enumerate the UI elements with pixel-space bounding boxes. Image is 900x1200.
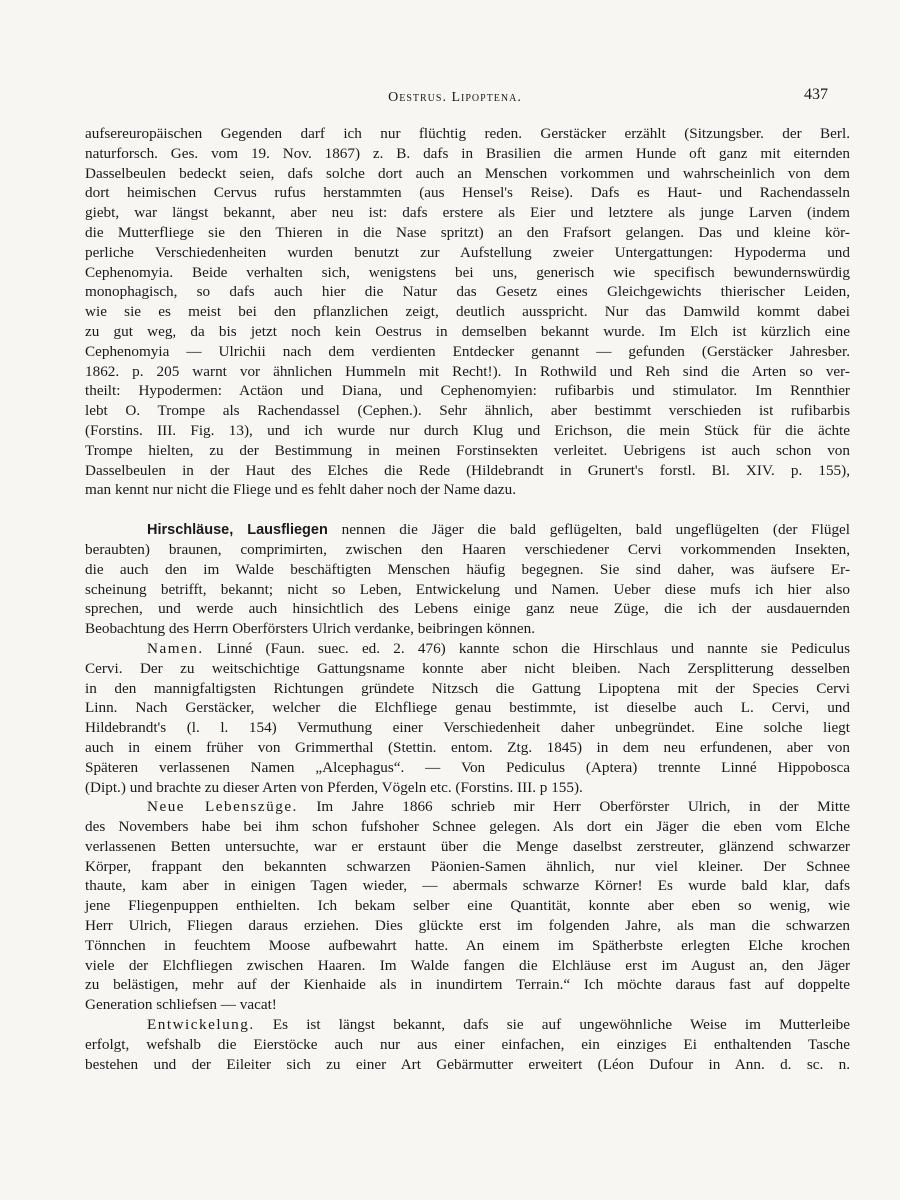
text-line [85, 797, 850, 817]
text-line [85, 342, 850, 362]
line-text: erfolgt, wefshalb die Eierstöcke auch nur aus einer einfachen, ein einziges Ei enthaltenden Tasche [85, 1035, 850, 1053]
line-text: scheinung betrifft, bekannt; nicht so Leben, Entwickelung und Namen. Ueber diese mufs ich hier also [85, 580, 850, 598]
text-line [85, 480, 850, 500]
line-text: nennen die Jäger die bald geflügelten, bald ungeflügelten (der Flügel [341, 521, 850, 539]
text-line [85, 916, 850, 936]
line-text: in den mannigfaltigsten Richtungen gründete Nitzsch die Gattung Lipoptena mit der Species Cervi [85, 679, 850, 697]
text-line [85, 659, 850, 679]
text-line [85, 698, 850, 718]
text-line [85, 837, 850, 857]
line-text: naturforsch. Ges. vom 19. Nov. 1867) z. B. dafs in Brasilien die armen Hunde oft ganz mit eiternden [85, 144, 850, 162]
line-text: bestehen und der Eileiter sich zu einer Art Gebärmutter erweitert (Léon Dufour in Ann. d. sc. n. [85, 1055, 850, 1073]
text-line [85, 995, 850, 1015]
line-text: Generation schliefsen — vacat! [85, 996, 277, 1014]
text-line [85, 857, 850, 877]
text-line [85, 144, 850, 164]
text-line [85, 896, 850, 916]
text-line [85, 758, 850, 778]
text-line [85, 203, 850, 223]
line-text: man kennt nur nicht die Fliege und es fehlt daher noch der Name dazu. [85, 481, 517, 499]
paragraph-gap [85, 500, 850, 520]
text-line [85, 975, 850, 995]
text-line [85, 738, 850, 758]
line-text: die Mutterfliege sie den Thieren in die Nase spritzt) an den Frafsort gelangen. Das und kleine kör- [85, 223, 850, 241]
text-line [85, 401, 850, 421]
text-line [85, 164, 850, 184]
text-line [85, 282, 850, 302]
text-line [85, 362, 850, 382]
line-text: des Novembers habe bei ihm schon fufshoher Schnee gelegen. Als dort ein Jäger die eben vom Elche [85, 818, 850, 836]
text-line [85, 936, 850, 956]
paragraph [85, 520, 850, 639]
line-text: verlassenen Betten untersuchte, war er erstaunt über die Menge daselbst zerstreuter, glänzend schwarzer [85, 837, 850, 855]
paragraph [85, 1015, 850, 1074]
line-text: viele der Elchfliegen zwischen Haaren. Im Walde fangen die Elchläuse erst im August an, den Jäger [85, 956, 850, 974]
line-text: zu gut weg, da bis jetzt noch kein Oestrus in demselben bekannt wurde. Im Elch ist kürzlich eine [85, 322, 850, 340]
page-number: 437 [804, 86, 828, 103]
text-line [85, 124, 850, 144]
line-text: monophagisch, so dafs auch hier die Natur das Gesetz eines Gleichgewichts thierischer Leiden, [85, 283, 850, 301]
text-line [85, 540, 850, 560]
text-line [85, 183, 850, 203]
text-line [85, 619, 850, 639]
text-line [85, 817, 850, 837]
line-text: 1862. p. 205 warnt vor ähnlichen Hummeln mit Recht!). In Rothwild und Reh sind die Arten so ver- [85, 362, 850, 380]
line-text: theilt: Hypodermen: Actäon und Diana, und Cephenomyien: rufibarbis und stimulator. Im Rennthier [85, 382, 850, 400]
line-text: Späteren verlassenen Namen „Alcephagus“. — Von Pediculus (Aptera) trennte Linné Hippobosca [85, 758, 850, 776]
line-text: jene Fliegenpuppen enthielten. Ich bekam selber eine Quantität, konnte aber eben so wenig, wie [85, 897, 850, 915]
line-text: Beobachtung des Herrn Oberförsters Ulrich verdanke, beibringen können. [85, 620, 535, 638]
text-line [85, 243, 850, 263]
text-line [85, 223, 850, 243]
page-header [85, 86, 828, 108]
line-text: Im Jahre 1866 schrieb mir Herr Oberförster Ulrich, in der Mitte [316, 798, 851, 816]
text-line [85, 1055, 850, 1075]
text-line [85, 679, 850, 699]
text-line [85, 421, 850, 441]
line-text: aufsereuropäischen Gegenden darf ich nur flüchtig reden. Gerstäcker erzählt (Sitzungsber. der Berl. [85, 125, 850, 142]
line-text: thaute, kam aber in einigen Tagen wieder, — abermals schwarze Körner! Es wurde bald klar, dafs [85, 877, 850, 895]
text-line [85, 876, 850, 896]
text-line [85, 580, 850, 600]
line-text: Linné (Faun. suec. ed. 2. 476) kannte schon die Hirschlaus und nannte sie Pediculus [216, 639, 851, 657]
line-text: wie sie es meist bei den pflanzlichen zeigt, deutlich ausspricht. Nur das Damwild kommt dabei [85, 303, 850, 321]
text-line [85, 956, 850, 976]
line-text: Es ist längst bekannt, dafs sie auf ungewöhnliche Weise im Mutterleibe [272, 1016, 850, 1034]
line-text: giebt, war längst bekannt, aber neu ist: dafs erstere als Eier und letztere als junge Larven (indem [85, 204, 850, 222]
line-text: auch in einem früher von Grimmerthal (Stettin. entom. Ztg. 1845) in dem neu erfundenen, aber von [85, 738, 850, 756]
line-text: zu belästigen, mehr auf der Kienhaide als in inundirtem Terrain.“ Ich möchte daraus fast auf doppelte [85, 976, 850, 994]
paragraph [85, 797, 850, 1015]
text-line [85, 381, 850, 401]
paragraph-lead: Entwickelung. [147, 1016, 255, 1034]
text-line [85, 1015, 850, 1035]
line-text: Cephenomyia — Ulrichii nach dem verdienten Entdecker genannt — gefunden (Gerstäcker Jahresber. [85, 342, 850, 360]
text-line [85, 441, 850, 461]
line-text: Herr Ulrich, Fliegen daraus erziehen. Dies glückte erst im folgenden Jahre, als man die schwarzen [85, 917, 850, 935]
line-text: sprechen, und werde auch hinsichtlich des Lebens einige ganz neue Züge, die ich der ausdauernden [85, 600, 850, 618]
text-line [85, 718, 850, 738]
line-text: Trompe hielten, zu der Bestimmung in meinen Forstinsekten verleitet. Uebrigens ist auch schon von [85, 441, 850, 459]
paragraph [85, 124, 850, 500]
paragraph-lead: Neue Lebenszüge. [147, 798, 298, 816]
line-text: beraubten) braunen, comprimirten, zwischen den Haaren verschiedener Cervi vorkommenden Insekten, [85, 540, 850, 558]
line-text: lebt O. Trompe als Rachendassel (Cephen.). Sehr ähnlich, aber bestimmt verschieden ist rufibarbis [85, 402, 850, 420]
line-text: Hildebrandt's (l. l. 154) Vermuthung einer Verschiedenheit daher unbegründet. Eine solche liegt [85, 719, 850, 737]
line-text: die auch den im Walde beschäftigten Menschen häufig begegnen. Sie sind daher, was äufsere Er- [85, 560, 850, 578]
text-line [85, 599, 850, 619]
running-title: Oestrus. Lipoptena. [388, 90, 522, 105]
text-line [85, 263, 850, 283]
text-line [85, 1035, 850, 1055]
text-line [85, 461, 850, 481]
text-line [85, 302, 850, 322]
line-text: (Dipt.) und brachte zu dieser Arten von Pferden, Vögeln etc. (Forstins. III. p 155). [85, 778, 583, 796]
text-line [85, 639, 850, 659]
line-text: Dasselbeulen bedeckt seien, dafs solche dort auch an Menschen vorkommen und wahrscheinlich von dem [85, 164, 850, 182]
line-text: perliche Verschiedenheiten wurden benutzt zur Aufstellung zweier Untergattungen: Hypoderma und [85, 243, 850, 261]
line-text: Cephenomyia. Beide verhalten sich, wenigstens bei uns, generisch wie specifisch bewundernswürdig [85, 263, 850, 281]
page-body [85, 124, 850, 1074]
line-text: Tönnchen in feuchtem Moose aufbewahrt hatte. An einem im Spätherbste erlegten Elche krochen [85, 936, 850, 954]
line-text: dort heimischen Cervus rufus herstammten (aus Hensel's Reise). Dafs es Haut- und Rachendasseln [85, 184, 850, 202]
line-text: Dasselbeulen in der Haut des Elches die Rede (Hildebrandt in Grunert's forstl. Bl. XIV. p. 155), [85, 461, 850, 479]
text-line [85, 778, 850, 798]
paragraph-lead: Namen. [147, 639, 204, 657]
text-line [85, 560, 850, 580]
paragraph-lead: Hirschläuse, Lausfliegen [147, 522, 328, 539]
line-text: Cervi. Der zu weitschichtige Gattungsname konnte aber nicht bleiben. Nach Zersplitterung desselben [85, 659, 850, 677]
paragraph [85, 639, 850, 797]
line-text: Körper, frappant den bekannten schwarzen Päonien-Samen ähnlich, nur viel kleiner. Der Schnee [85, 857, 850, 875]
line-text: Linn. Nach Gerstäcker, welcher die Elchfliege genau bestimmte, ist dieselbe auch L. Cervi, und [85, 699, 850, 717]
line-text: (Forstins. III. Fig. 13), und ich wurde nur durch Klug und Erichson, die mein Stück für die ächte [85, 421, 850, 439]
text-line [85, 520, 850, 540]
text-line [85, 322, 850, 342]
